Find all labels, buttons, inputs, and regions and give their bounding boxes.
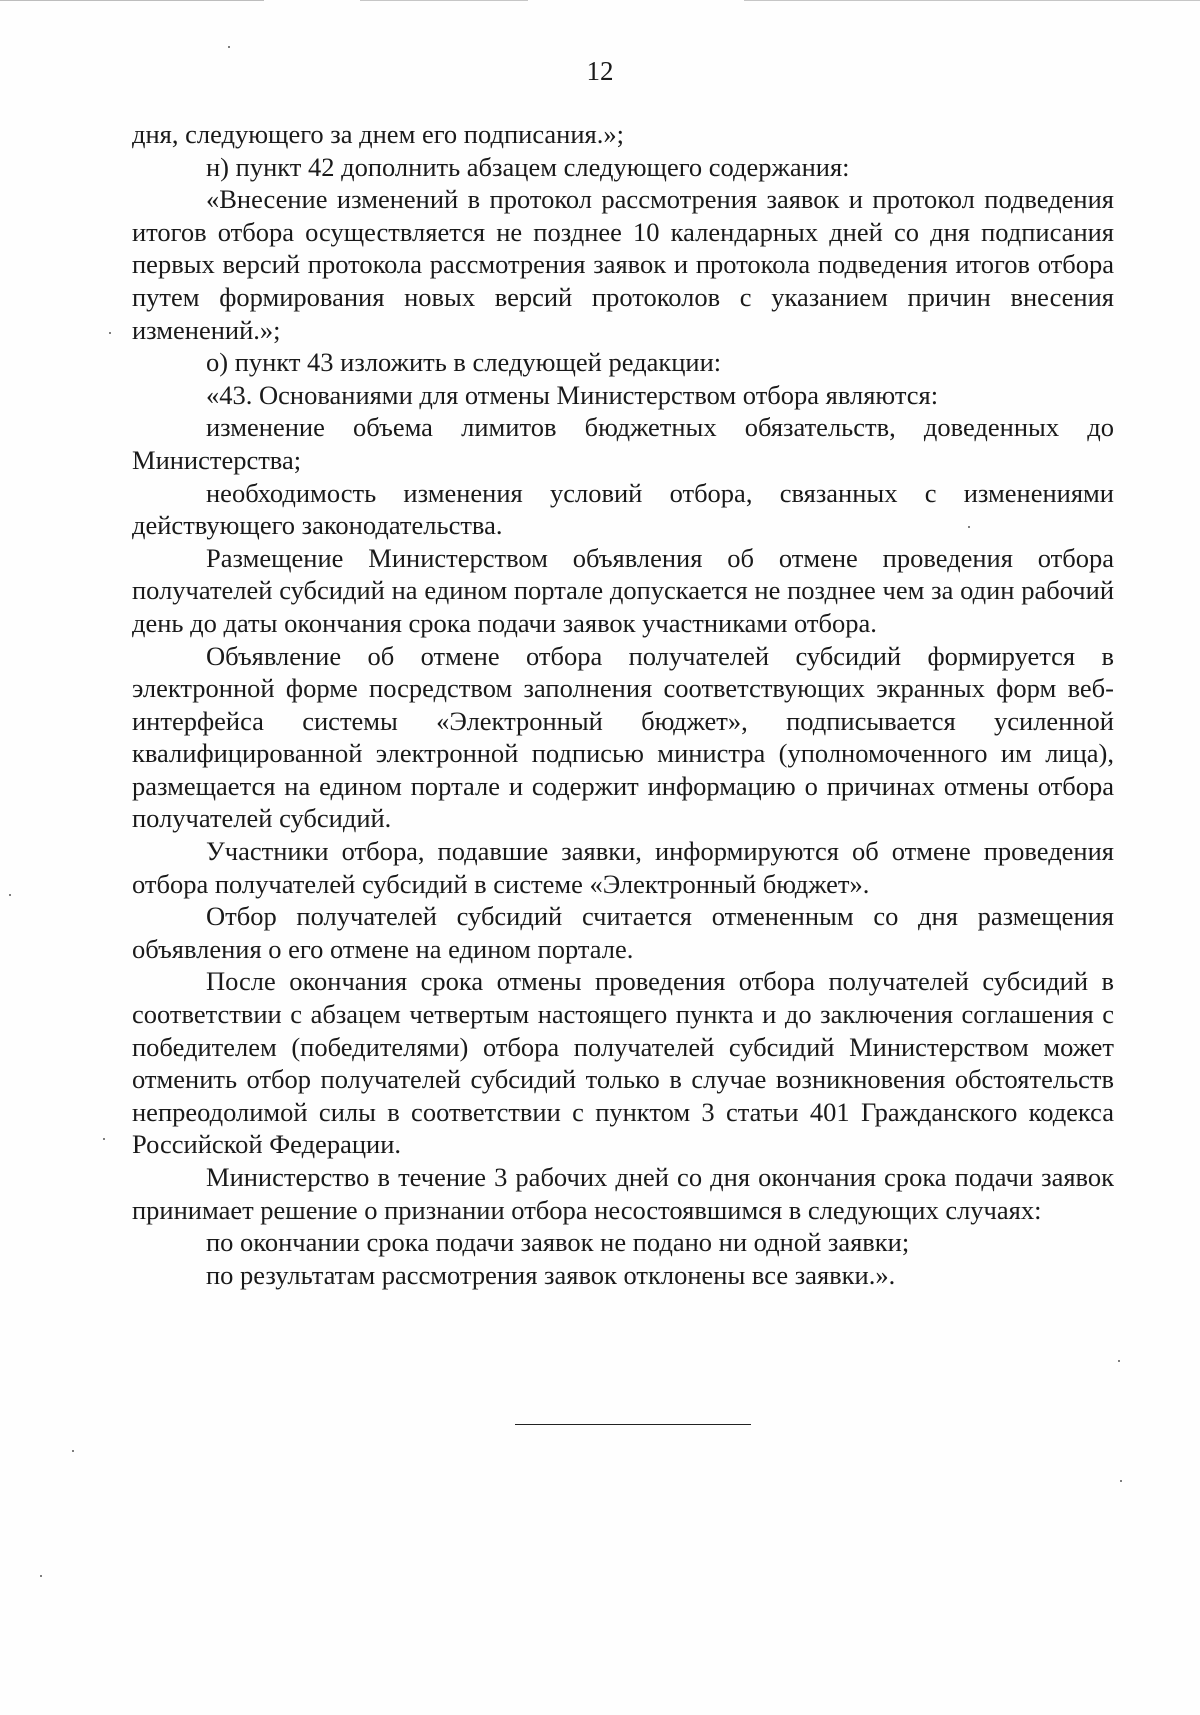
paragraph: н) пункт 42 дополнить абзацем следующего содержания: bbox=[206, 151, 850, 182]
document-body bbox=[132, 118, 1114, 1291]
paragraph: Объявление об отмене отбора получателей субсидий формируется в электронной форме посредством заполнения соответствующих экранных форм веб-интерфейса системы «Электронный бюджет», подписывается усиленной квалифицированной электронной подписью министра (уполномоченного им лица), размещается на едином портале и содержит информацию о причинах отмены отбора получателей субсидий. bbox=[132, 640, 1114, 834]
scan-speck bbox=[103, 1138, 105, 1140]
scan-speck bbox=[1118, 1360, 1120, 1362]
paragraph: «Внесение изменений в протокол рассмотрения заявок и протокол подведения итогов отбора осуществляется не позднее 10 календарных дней со дня подписания первых версий протокола рассмотрения заявок и протокола подведения итогов отбора путем формирования новых версий протоколов с указанием причин внесения изменений.»; bbox=[132, 184, 1114, 345]
scan-speck bbox=[9, 894, 11, 896]
page-number: 12 bbox=[586, 56, 614, 86]
scan-top-edge bbox=[0, 0, 1200, 1]
paragraph: по результатам рассмотрения заявок отклонены все заявки.». bbox=[206, 1259, 896, 1290]
paragraph: изменение объема лимитов бюджетных обязательств, доведенных до Министерства; bbox=[132, 412, 1114, 475]
end-of-text-rule bbox=[515, 1424, 751, 1425]
paragraph: Размещение Министерством объявления об отмене проведения отбора получателей субсидий на едином портале допускается не позднее чем за один рабочий день до даты окончания срока подачи заявок участниками отбора. bbox=[132, 542, 1114, 638]
paragraph: После окончания срока отмены проведения отбора получателей субсидий в соответствии с абзацем четвертым настоящего пункта и до заключения соглашения с победителем (победителями) отбора получателей субсидий Министерством может отменить отбор получателей субсидий только в случае возникновения обстоятельств непреодолимой силы в соответствии с пунктом 3 статьи 401 Гражданского кодекса Российской Федерации. bbox=[132, 966, 1114, 1160]
paragraph: дня, следующего за днем его подписания.»; bbox=[132, 119, 624, 149]
scan-speck bbox=[72, 1450, 74, 1452]
paragraph: по окончании срока подачи заявок не подано ни одной заявки; bbox=[206, 1227, 910, 1258]
scan-speck bbox=[968, 526, 970, 528]
paragraph: Министерство в течение 3 рабочих дней со дня окончания срока подачи заявок принимает решение о признании отбора несостоявшимся в следующих случаях: bbox=[132, 1162, 1114, 1225]
scan-speck bbox=[1120, 1480, 1122, 1482]
scan-speck bbox=[40, 1575, 42, 1577]
paragraph: Участники отбора, подавшие заявки, информируются об отмене проведения отбора получателей субсидий в системе «Электронный бюджет». bbox=[132, 836, 1114, 899]
paragraph: «43. Основаниями для отмены Министерством отбора являются: bbox=[206, 379, 939, 410]
paragraph: Отбор получателей субсидий считается отмененным со дня размещения объявления о его отмене на едином портале. bbox=[132, 901, 1114, 964]
scan-speck bbox=[228, 46, 230, 48]
paragraph: необходимость изменения условий отбора, связанных с изменениями действующего законодательства. bbox=[132, 477, 1114, 541]
paragraph: о) пункт 43 изложить в следующей редакции: bbox=[206, 347, 722, 378]
scan-speck bbox=[109, 332, 111, 334]
